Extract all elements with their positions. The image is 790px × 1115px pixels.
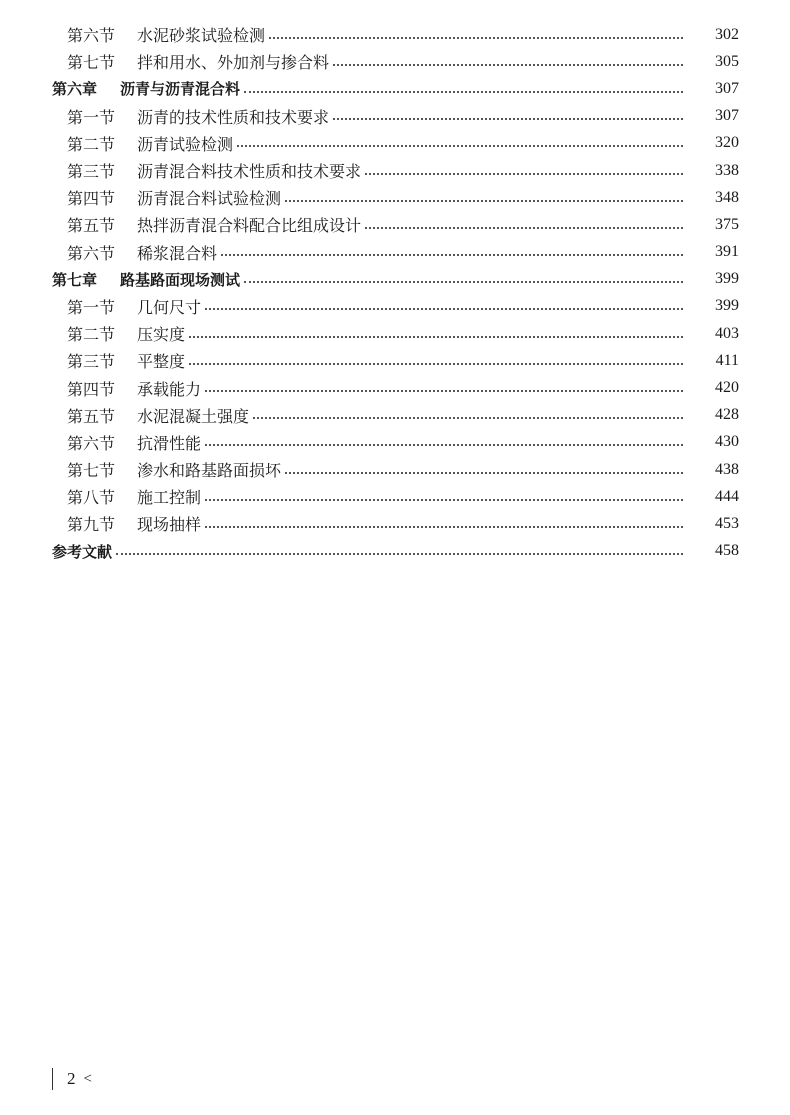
section-title: 水泥砂浆试验检测 [137,26,266,46]
toc-page-number: 458 [715,542,739,560]
dot-leader [205,499,683,501]
dot-leader [189,336,683,338]
toc-page-number: 399 [715,270,739,288]
dot-leader [189,363,683,365]
toc-page-number: 320 [715,134,739,152]
toc-section-row[interactable] [0,48,790,75]
section-title: 拌和用水、外加剂与掺合料 [137,53,330,73]
toc-page-number: 428 [715,406,739,424]
dot-leader [244,91,683,93]
toc-page-number: 375 [715,215,739,233]
section-number: 第八节 [67,488,116,508]
toc-section-row[interactable] [0,239,790,266]
section-number: 第六节 [67,26,116,46]
dot-leader [285,472,683,474]
table-of-contents [0,21,790,565]
section-title: 沥青混合料试验检测 [137,189,282,209]
dot-leader [365,227,683,229]
section-title: 承载能力 [137,379,202,399]
toc-section-row[interactable] [0,293,790,320]
dot-leader [205,444,683,446]
toc-section-row[interactable] [0,347,790,374]
dot-leader [285,200,683,202]
dot-leader [205,308,683,310]
section-title: 抗滑性能 [137,433,202,453]
arrow-left-icon: < [83,1070,92,1087]
footer-divider [52,1068,53,1090]
dot-leader [116,553,683,555]
section-title: 热拌沥青混合料配合比组成设计 [137,216,362,236]
toc-page-number: 438 [715,460,739,478]
toc-page-number: 420 [715,379,739,397]
section-title: 沥青混合料技术性质和技术要求 [137,162,362,182]
section-title: 几何尺寸 [137,297,202,317]
section-number: 第五节 [67,406,116,426]
toc-page-number: 430 [715,433,739,451]
page-footer [52,1066,92,1092]
toc-page-number: 453 [715,514,739,532]
toc-page-number: 411 [715,351,739,369]
toc-chapter-row[interactable] [0,266,790,293]
section-number: 第七节 [67,461,116,481]
toc-section-row[interactable] [0,130,790,157]
section-title: 沥青的技术性质和技术要求 [137,107,330,127]
section-number: 第二节 [67,325,116,345]
toc-section-row[interactable] [0,157,790,184]
dot-leader [205,526,683,528]
toc-page-number: 305 [715,52,739,70]
toc-page-number: 444 [715,487,739,505]
toc-section-row[interactable] [0,402,790,429]
toc-page-number: 307 [715,79,739,97]
dot-leader [333,64,683,66]
dot-leader [333,118,683,120]
section-number: 第四节 [67,379,116,399]
section-title: 稀浆混合料 [137,243,218,263]
section-number: 第二节 [67,134,116,154]
page-number: 2 [67,1069,76,1088]
toc-page-number: 307 [715,107,739,125]
section-number: 第七节 [67,53,116,73]
toc-chapter-row[interactable] [0,75,790,102]
section-title: 现场抽样 [137,515,202,535]
dot-leader [237,145,683,147]
dot-leader [253,417,683,419]
toc-section-row[interactable] [0,374,790,401]
section-title: 渗水和路基路面损坏 [137,461,282,481]
toc-section-row[interactable] [0,320,790,347]
chapter-title: 沥青与沥青混合料 [120,80,241,99]
toc-section-row[interactable] [0,103,790,130]
section-title: 压实度 [137,325,186,345]
section-number: 第五节 [67,216,116,236]
toc-section-row[interactable] [0,483,790,510]
toc-page-number: 391 [715,243,739,261]
section-number: 第九节 [67,515,116,535]
toc-page-number: 403 [715,324,739,342]
toc-section-row[interactable] [0,211,790,238]
dot-leader [365,173,683,175]
section-title: 施工控制 [137,488,202,508]
section-number: 第一节 [67,107,116,127]
toc-page-number: 399 [715,297,739,315]
dot-leader [244,281,683,283]
section-number: 第三节 [67,162,116,182]
toc-references-row[interactable] [0,538,790,565]
chapter-title: 路基路面现场测试 [120,270,241,289]
section-number: 第三节 [67,352,116,372]
toc-section-row[interactable] [0,184,790,211]
dot-leader [269,37,683,39]
section-title: 水泥混凝土强度 [137,406,250,426]
dot-leader [205,390,683,392]
toc-page-number: 338 [715,161,739,179]
section-title: 沥青试验检测 [137,134,234,154]
references-title: 参考文献 [52,542,113,561]
toc-section-row[interactable] [0,21,790,48]
toc-section-row[interactable] [0,456,790,483]
toc-page-number: 302 [715,25,739,43]
toc-section-row[interactable] [0,510,790,537]
dot-leader [221,254,683,256]
section-number: 第六节 [67,243,116,263]
chapter-number: 第七章 [52,270,98,289]
section-number: 第一节 [67,297,116,317]
toc-section-row[interactable] [0,429,790,456]
toc-page-number: 348 [715,188,739,206]
chapter-number: 第六章 [52,80,98,99]
section-number: 第六节 [67,433,116,453]
section-title: 平整度 [137,352,186,372]
section-number: 第四节 [67,189,116,209]
